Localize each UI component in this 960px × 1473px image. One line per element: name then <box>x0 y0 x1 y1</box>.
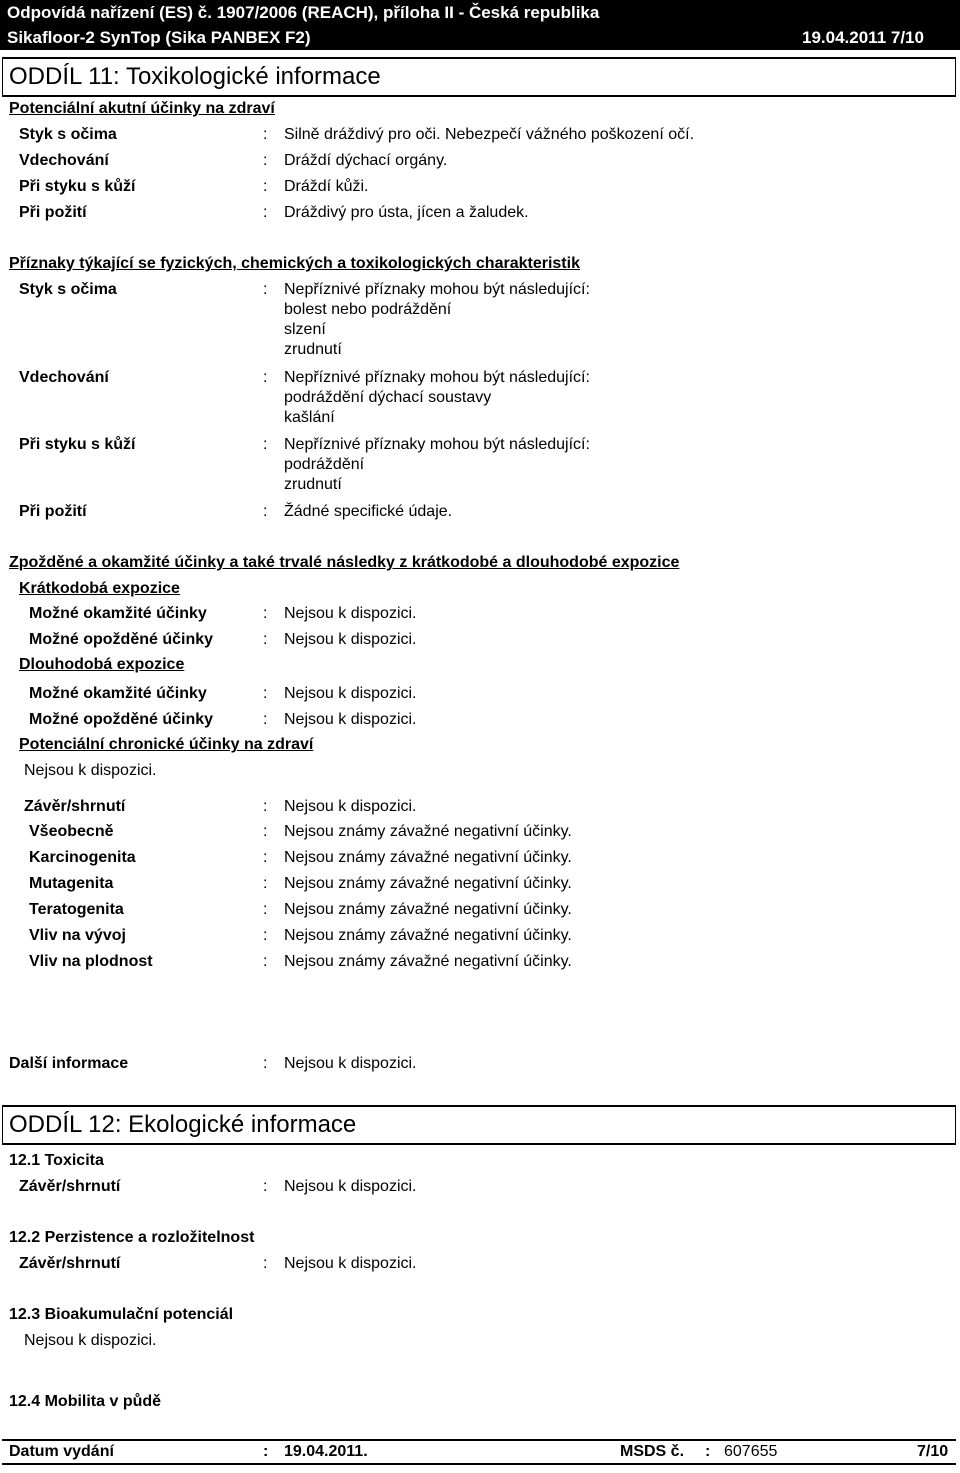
footer-msds-value: 607655 <box>724 1443 778 1460</box>
footer-box <box>2 1439 956 1465</box>
effect-mutagenicity-label: Mutagenita <box>29 875 114 892</box>
header-product: Sikafloor-2 SynTop (Sika PANBEX F2) <box>7 28 311 47</box>
other-info-label: Další informace <box>9 1055 129 1072</box>
acute-eye-value: Silně dráždivý pro oči. Nebezpečí vážného poškození očí. <box>284 126 695 143</box>
effect-general-label: Všeobecně <box>29 823 114 840</box>
colon: : <box>263 685 268 702</box>
colon: : <box>263 953 268 970</box>
long-immediate-value: Nejsou k dispozici. <box>284 685 417 702</box>
effect-fertility-label: Vliv na plodnost <box>29 953 153 970</box>
toxicity-heading: 12.1 Toxicita <box>9 1152 104 1169</box>
colon: : <box>263 503 268 520</box>
symptoms-heading: Příznaky týkající se fyzických, chemických a toxikologických charakteristik <box>9 255 580 272</box>
symptoms-skin-line: zrudnutí <box>284 476 342 493</box>
colon: : <box>263 927 268 944</box>
delayed-effects-heading: Zpožděné a okamžité účinky a také trvalé následky z krátkodobé a dlouhodobé expozice <box>9 554 680 571</box>
acute-effects-heading: Potenciální akutní účinky na zdraví <box>9 100 275 117</box>
colon: : <box>263 152 268 169</box>
colon: : <box>263 281 268 298</box>
mobility-heading: 12.4 Mobilita v půdě <box>9 1393 162 1410</box>
symptoms-eye-line: slzení <box>284 321 326 338</box>
short-delayed-value: Nejsou k dispozici. <box>284 631 417 648</box>
colon: : <box>263 605 268 622</box>
header-date-page: 19.04.2011 7/10 <box>802 28 924 47</box>
colon: : <box>263 178 268 195</box>
colon: : <box>263 711 268 728</box>
toxicity-conclusion-label: Závěr/shrnutí <box>19 1178 121 1195</box>
colon: : <box>263 823 268 840</box>
short-immediate-label: Možné okamžité účinky <box>29 605 207 622</box>
colon: : <box>263 1443 269 1460</box>
colon: : <box>263 204 268 221</box>
symptoms-eye-label: Styk s očima <box>19 281 117 298</box>
colon: : <box>263 1255 268 1272</box>
acute-ingestion-value: Dráždivý pro ústa, jícen a žaludek. <box>284 204 529 221</box>
symptoms-eye-line: Nepříznivé příznaky mohou být následující: <box>284 281 590 298</box>
bioaccumulation-heading: 12.3 Bioakumulační potenciál <box>9 1306 234 1323</box>
acute-skin-label: Při styku s kůží <box>19 178 136 195</box>
long-immediate-label: Možné okamžité účinky <box>29 685 207 702</box>
colon: : <box>705 1443 711 1460</box>
persistence-conclusion-label: Závěr/shrnutí <box>19 1255 121 1272</box>
colon: : <box>263 798 268 815</box>
colon: : <box>263 126 268 143</box>
conclusion-label: Závěr/shrnutí <box>24 798 126 815</box>
symptoms-eye-line: zrudnutí <box>284 341 342 358</box>
effect-general-value: Nejsou známy závažné negativní účinky. <box>284 823 572 840</box>
acute-eye-label: Styk s očima <box>19 126 117 143</box>
acute-inhalation-label: Vdechování <box>19 152 109 169</box>
effect-teratogenicity-value: Nejsou známy závažné negativní účinky. <box>284 901 572 918</box>
other-info-value: Nejsou k dispozici. <box>284 1055 417 1072</box>
persistence-heading: 12.2 Perzistence a rozložitelnost <box>9 1229 255 1246</box>
effect-development-label: Vliv na vývoj <box>29 927 126 944</box>
symptoms-ingestion-label: Při požití <box>19 503 87 520</box>
short-exposure-heading: Krátkodobá expozice <box>19 580 180 597</box>
acute-skin-value: Dráždí kůži. <box>284 178 369 195</box>
long-exposure-heading: Dlouhodobá expozice <box>19 656 185 673</box>
colon: : <box>263 1055 268 1072</box>
symptoms-inhalation-label: Vdechování <box>19 369 109 386</box>
persistence-conclusion-value: Nejsou k dispozici. <box>284 1255 417 1272</box>
colon: : <box>263 1178 268 1195</box>
acute-ingestion-label: Při požití <box>19 204 87 221</box>
chronic-effects-heading: Potenciální chronické účinky na zdraví <box>19 736 314 753</box>
footer-msds-label: MSDS č. <box>620 1443 685 1460</box>
effect-carcinogenicity-label: Karcinogenita <box>29 849 136 866</box>
footer-issue-value: 19.04.2011. <box>284 1443 368 1460</box>
symptoms-skin-line: podráždění <box>284 456 365 473</box>
section-12-title: ODDÍL 12: Ekologické informace <box>9 1111 357 1138</box>
conclusion-value: Nejsou k dispozici. <box>284 798 417 815</box>
symptoms-ingestion-value: Žádné specifické údaje. <box>284 503 453 520</box>
long-delayed-label: Možné opožděné účinky <box>29 711 214 728</box>
colon: : <box>263 901 268 918</box>
short-delayed-label: Možné opožděné účinky <box>29 631 214 648</box>
colon: : <box>263 369 268 386</box>
acute-inhalation-value: Dráždí dýchací orgány. <box>284 152 448 169</box>
footer-issue-label: Datum vydání <box>9 1443 114 1460</box>
header-regulation: Odpovídá nařízení (ES) č. 1907/2006 (REACH), příloha II - Česká republika <box>7 3 600 22</box>
symptoms-inhalation-line: Nepříznivé příznaky mohou být následující: <box>284 369 590 386</box>
effect-mutagenicity-value: Nejsou známy závažné negativní účinky. <box>284 875 572 892</box>
effect-carcinogenicity-value: Nejsou známy závažné negativní účinky. <box>284 849 572 866</box>
section-11-title: ODDÍL 11: Toxikologické informace <box>9 63 381 90</box>
colon: : <box>263 631 268 648</box>
symptoms-inhalation-line: kašlání <box>284 409 335 426</box>
symptoms-eye-line: bolest nebo podráždění <box>284 301 452 318</box>
symptoms-skin-line: Nepříznivé příznaky mohou být následující: <box>284 436 590 453</box>
effect-development-value: Nejsou známy závažné negativní účinky. <box>284 927 572 944</box>
effect-fertility-value: Nejsou známy závažné negativní účinky. <box>284 953 572 970</box>
symptoms-inhalation-line: podráždění dýchací soustavy <box>284 389 492 406</box>
effect-teratogenicity-label: Teratogenita <box>29 901 124 918</box>
footer-page: 7/10 <box>917 1443 949 1460</box>
colon: : <box>263 436 268 453</box>
long-delayed-value: Nejsou k dispozici. <box>284 711 417 728</box>
chronic-effects-value: Nejsou k dispozici. <box>24 762 157 779</box>
colon: : <box>263 875 268 892</box>
symptoms-skin-label: Při styku s kůží <box>19 436 136 453</box>
colon: : <box>263 849 268 866</box>
short-immediate-value: Nejsou k dispozici. <box>284 605 417 622</box>
toxicity-conclusion-value: Nejsou k dispozici. <box>284 1178 417 1195</box>
bioaccumulation-value: Nejsou k dispozici. <box>24 1332 157 1349</box>
